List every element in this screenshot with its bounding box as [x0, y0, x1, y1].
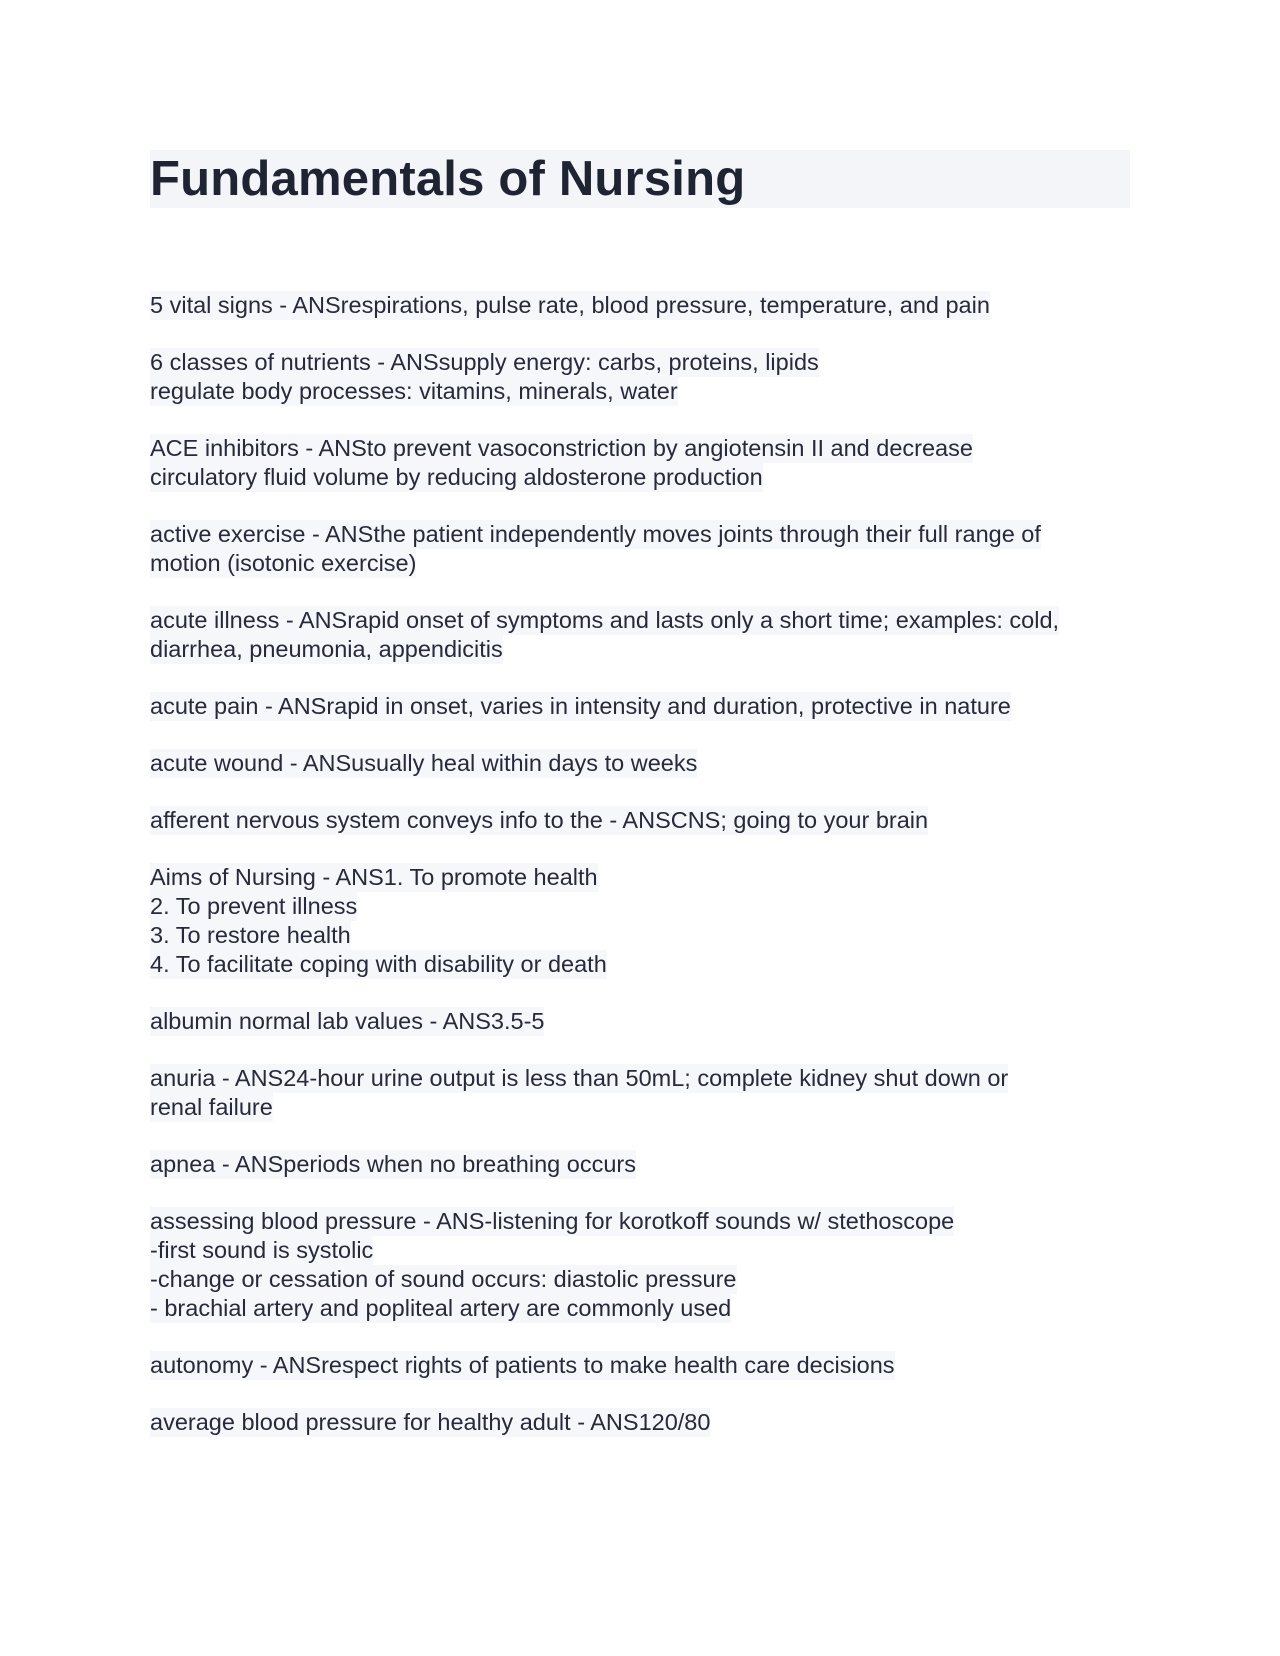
flashcard-entry: [150, 1007, 1130, 1036]
flashcard-entry: [150, 863, 1130, 979]
entry-line: - brachial artery and popliteal artery are commonly used: [150, 1295, 732, 1321]
flashcard-entry: [150, 1064, 1130, 1122]
flashcard-entry: [150, 692, 1130, 721]
entry-line: afferent nervous system conveys info to the - ANSCNS; going to your brain: [150, 807, 929, 833]
entry-line: circulatory fluid volume by reducing aldosterone production: [150, 464, 763, 490]
entry-line: autonomy - ANSrespect rights of patients to make health care decisions: [150, 1352, 895, 1378]
entry-line: diarrhea, pneumonia, appendicitis: [150, 636, 503, 662]
document-title: Fundamentals of Nursing: [150, 152, 746, 206]
entry-line: ACE inhibitors - ANSto prevent vasoconstriction by angiotensin II and decrease: [150, 435, 973, 461]
entry-line: acute pain - ANSrapid in onset, varies in intensity and duration, protective in nature: [150, 693, 1011, 719]
entry-line: 3. To restore health: [150, 922, 351, 948]
flashcard-entry: [150, 520, 1130, 578]
flashcard-entry: [150, 1207, 1130, 1323]
entry-line: average blood pressure for healthy adult - ANS120/80: [150, 1409, 711, 1435]
entry-line: -first sound is systolic: [150, 1237, 374, 1263]
flashcard-entry: [150, 1408, 1130, 1437]
flashcard-list: [150, 291, 1130, 1437]
flashcard-entry: [150, 749, 1130, 778]
entry-line: assessing blood pressure - ANS-listening for korotkoff sounds w/ stethoscope: [150, 1208, 955, 1234]
document-page: [150, 150, 1130, 1465]
entry-line: anuria - ANS24-hour urine output is less than 50mL; complete kidney shut down or: [150, 1065, 1009, 1091]
flashcard-entry: [150, 434, 1130, 492]
flashcard-entry: [150, 1150, 1130, 1179]
entry-line: apnea - ANSperiods when no breathing occurs: [150, 1151, 636, 1177]
entry-line: motion (isotonic exercise): [150, 550, 417, 576]
entry-line: albumin normal lab values - ANS3.5-5: [150, 1008, 545, 1034]
entry-line: acute wound - ANSusually heal within days to weeks: [150, 750, 698, 776]
entry-line: 4. To facilitate coping with disability or death: [150, 951, 607, 977]
entry-line: -change or cessation of sound occurs: diastolic pressure: [150, 1266, 737, 1292]
entry-line: renal failure: [150, 1094, 273, 1120]
entry-line: active exercise - ANSthe patient independently moves joints through their full range of: [150, 521, 1041, 547]
title-band: [150, 150, 1130, 208]
entry-line: 2. To prevent illness: [150, 893, 358, 919]
entry-line: regulate body processes: vitamins, minerals, water: [150, 378, 678, 404]
flashcard-entry: [150, 806, 1130, 835]
entry-line: 5 vital signs - ANSrespirations, pulse rate, blood pressure, temperature, and pain: [150, 292, 990, 318]
entry-line: Aims of Nursing - ANS1. To promote health: [150, 864, 598, 890]
flashcard-entry: [150, 291, 1130, 320]
flashcard-entry: [150, 348, 1130, 406]
entry-line: 6 classes of nutrients - ANSsupply energy: carbs, proteins, lipids: [150, 349, 819, 375]
flashcard-entry: [150, 1351, 1130, 1380]
entry-line: acute illness - ANSrapid onset of symptoms and lasts only a short time; examples: cold,: [150, 607, 1060, 633]
flashcard-entry: [150, 606, 1130, 664]
